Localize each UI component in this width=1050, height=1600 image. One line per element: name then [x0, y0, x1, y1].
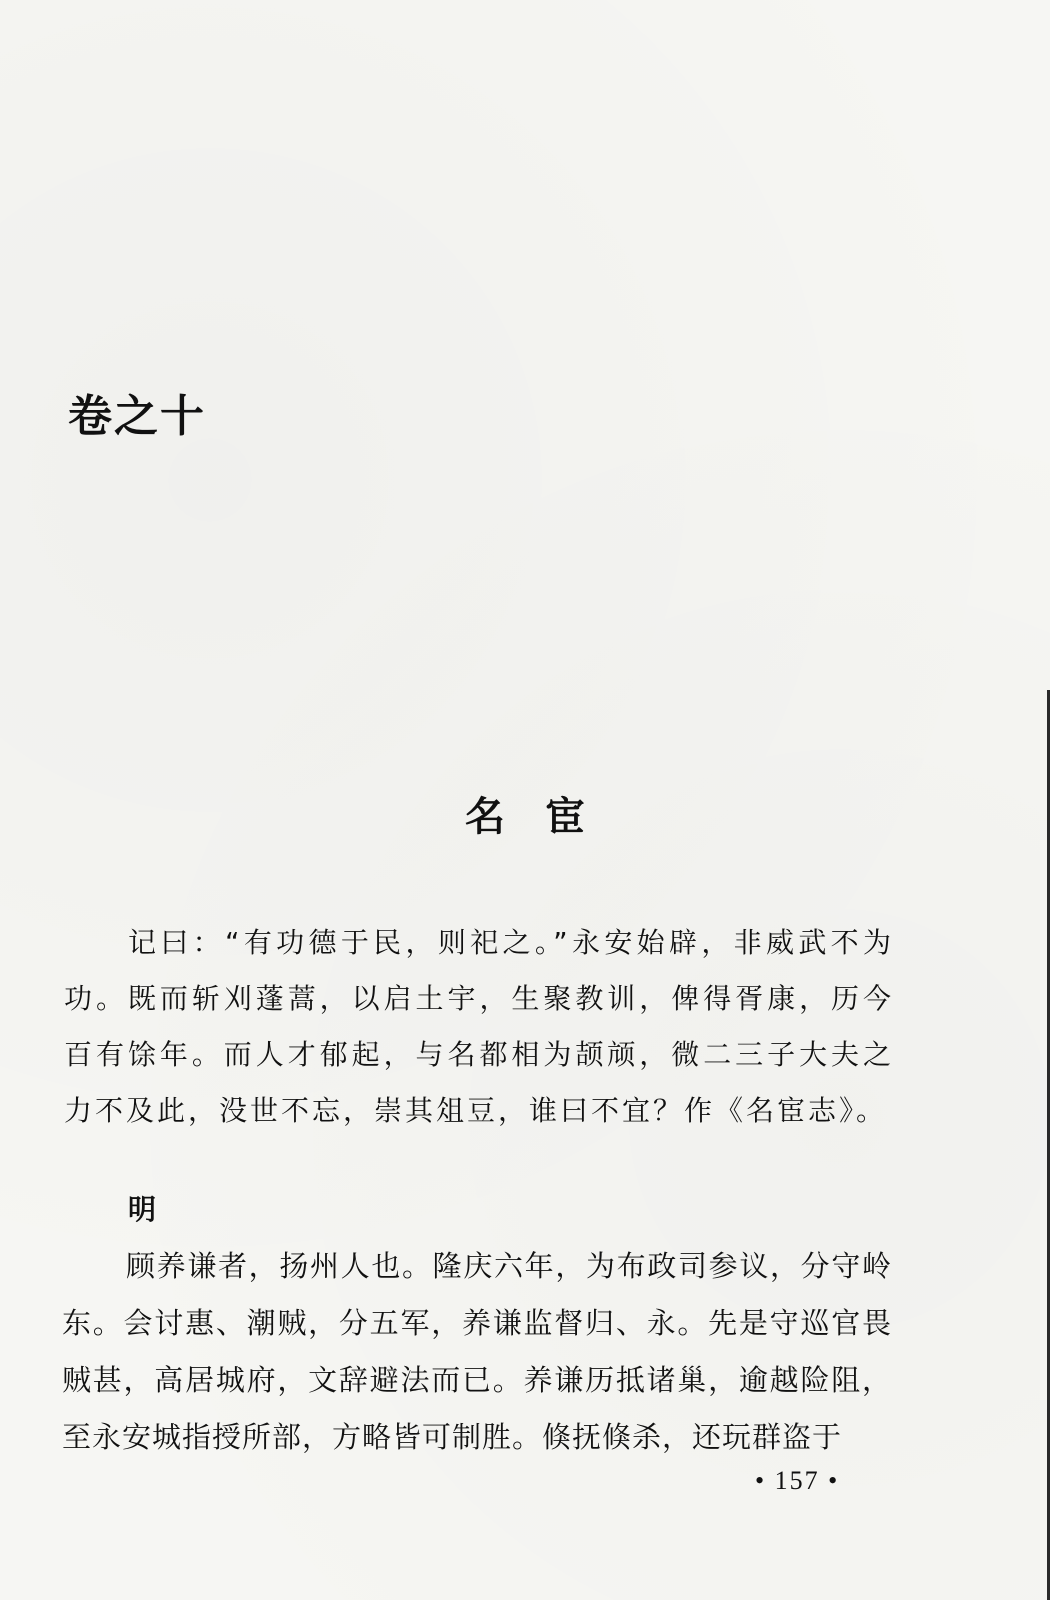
volume-title: 卷之十 — [68, 391, 206, 442]
intro-paragraph: 记曰：“有功德于民，则祀之。”永安始辟，非威武不为功。既而斩刈蓬蒿，以启土宇，生聚教训，俾得胥康，历今百有馀年。而人才郁起，与名都相为颉颃，微二三子大夫之力不及此，没世不忘，崇其俎豆，谁曰不宜？作《名宦志》。 — [64, 926, 894, 1127]
dynasty-heading: 明 — [128, 1193, 157, 1226]
page-number: • 157 • — [755, 1466, 840, 1495]
section-title: 名宦 — [465, 793, 625, 840]
body-paragraph: 顾养谦者，扬州人也。隆庆六年，为布政司参议，分守岭东。会讨惠、潮贼，分五军，养谦监督归、永。先是守巡官畏贼甚，高居城府，文辞避法而已。养谦历抵诸巢，逾越险阻，至永安城指授所部，方略皆可制胜。倏抚倏杀，还玩群盗于 — [62, 1249, 892, 1454]
